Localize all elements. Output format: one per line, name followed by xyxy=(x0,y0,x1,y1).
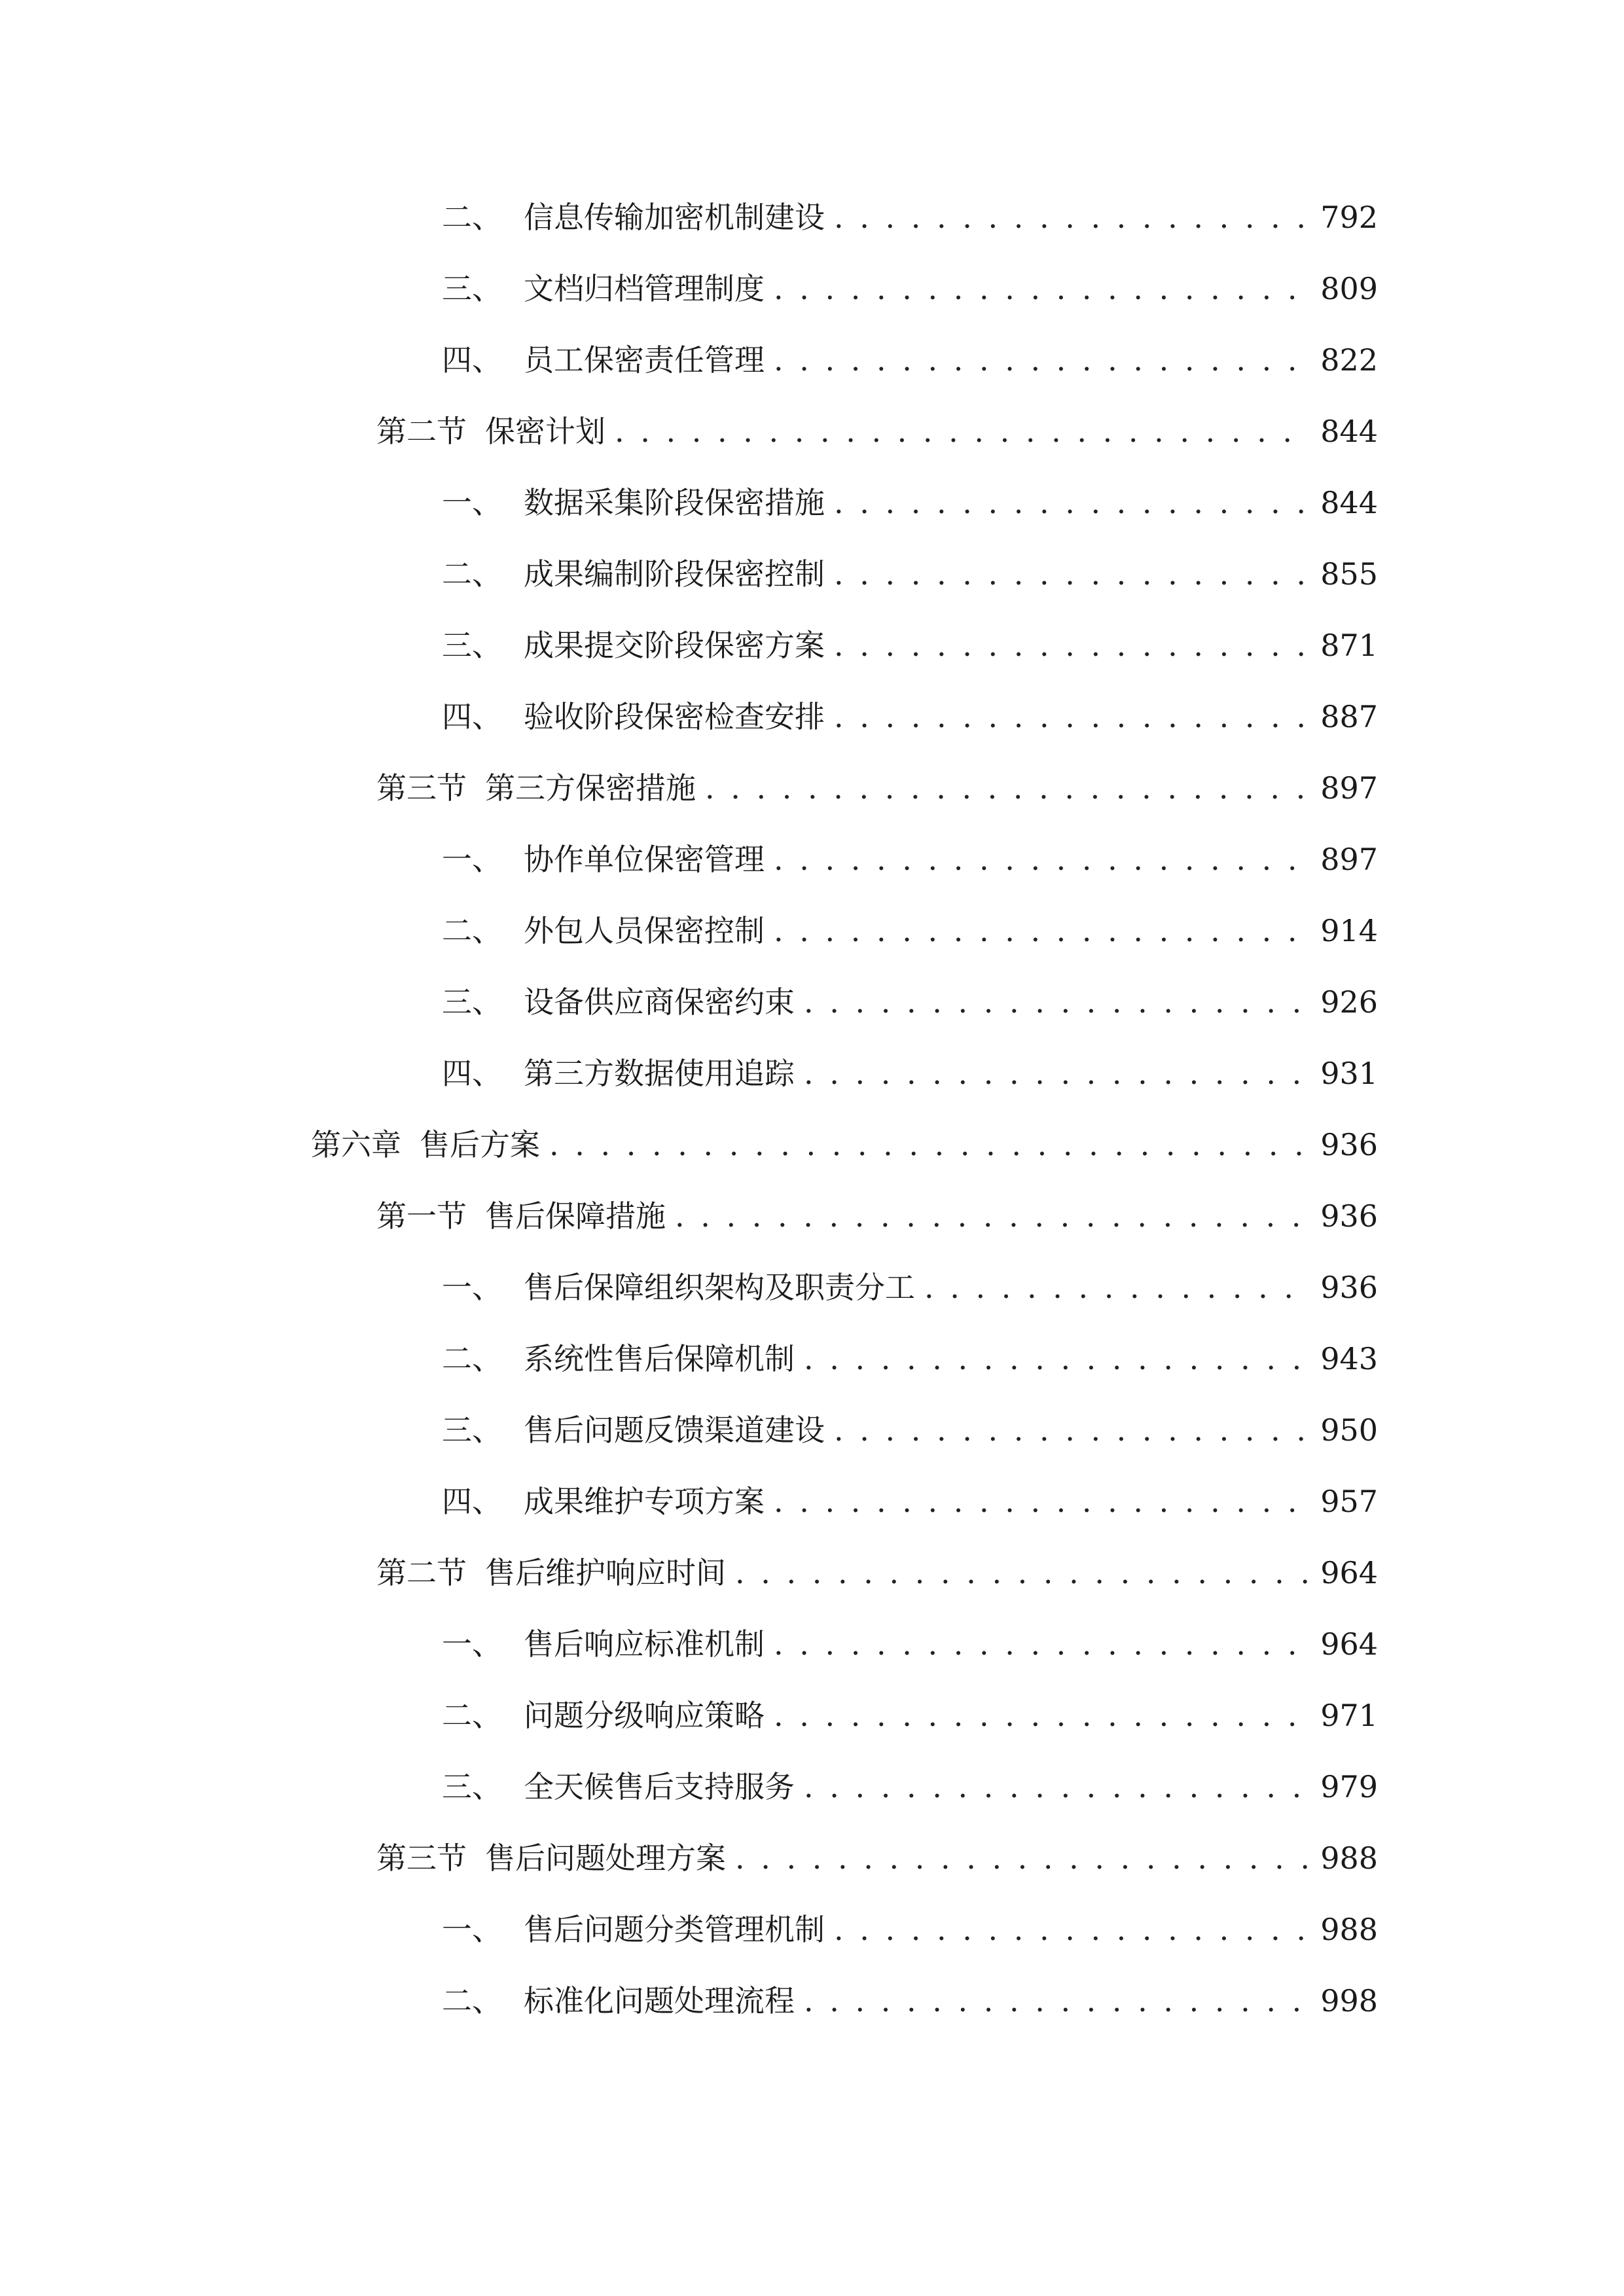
dot-leader xyxy=(549,1119,1310,1171)
dot-leader xyxy=(675,1190,1310,1242)
toc-entry-number: 一、 xyxy=(442,1626,502,1662)
toc-section-title: 售后维护响应时间 xyxy=(485,1555,726,1590)
toc-entry-page: 809 xyxy=(1320,271,1378,306)
dot-leader xyxy=(804,1761,1310,1813)
dot-leader xyxy=(804,1047,1310,1100)
toc-section[interactable] xyxy=(376,1190,1378,1242)
toc-entry-number: 一、 xyxy=(442,1912,502,1947)
toc-entry-page: 926 xyxy=(1320,984,1378,1020)
toc-section-number: 第一节 xyxy=(376,1198,467,1234)
toc-entry-title: 标准化问题处理流程 xyxy=(524,1983,795,2018)
toc-entry-title: 全天候售后支持服务 xyxy=(524,1769,795,1804)
toc-section[interactable] xyxy=(376,1832,1378,1884)
toc-entry-number: 二、 xyxy=(442,1341,502,1376)
toc-entry-page: 998 xyxy=(1320,1983,1378,2018)
dot-leader xyxy=(834,548,1310,600)
toc-entry-number: 二、 xyxy=(442,200,502,235)
toc-entry[interactable] xyxy=(442,334,1378,386)
toc-entry-number: 二、 xyxy=(442,556,502,592)
toc-entry-page: 943 xyxy=(1320,1341,1378,1376)
toc-section-number: 第二节 xyxy=(376,1555,467,1590)
toc-entry-number: 一、 xyxy=(442,1270,502,1305)
toc-entry-title: 问题分级响应策略 xyxy=(524,1698,765,1733)
toc-chapter[interactable] xyxy=(311,1119,1378,1171)
toc-section[interactable] xyxy=(376,1547,1378,1599)
toc-entry-page: 957 xyxy=(1320,1484,1378,1519)
dot-leader xyxy=(804,1333,1310,1385)
dot-leader xyxy=(705,762,1310,814)
toc-entry-number: 三、 xyxy=(442,1769,502,1804)
toc-entry-number: 三、 xyxy=(442,271,502,306)
toc-entry-number: 四、 xyxy=(442,1056,502,1091)
dot-leader xyxy=(804,1975,1310,2027)
dot-leader xyxy=(774,334,1310,386)
dot-leader xyxy=(924,1261,1310,1314)
toc-entry-title: 信息传输加密机制建设 xyxy=(524,200,825,235)
toc-entry-number: 一、 xyxy=(442,485,502,520)
dot-leader xyxy=(834,191,1310,243)
toc-entry-title: 协作单位保密管理 xyxy=(524,842,765,877)
toc-entry-page: 979 xyxy=(1320,1769,1378,1804)
dot-leader xyxy=(834,1404,1310,1456)
toc-entry-title: 售后保障组织架构及职责分工 xyxy=(524,1270,915,1305)
toc-entry-title: 第三方数据使用追踪 xyxy=(524,1056,795,1091)
toc-entry-number: 二、 xyxy=(442,1698,502,1733)
dot-leader xyxy=(735,1547,1310,1599)
toc-entry[interactable] xyxy=(442,1261,1378,1314)
toc-entry-number: 四、 xyxy=(442,699,502,734)
toc-entry[interactable] xyxy=(442,976,1378,1028)
toc-entry-page: 844 xyxy=(1320,485,1378,520)
toc-entry-page: 971 xyxy=(1320,1698,1378,1733)
toc-entry-title: 外包人员保密控制 xyxy=(524,913,765,948)
toc-entry-number: 四、 xyxy=(442,1484,502,1519)
dot-leader xyxy=(774,1689,1310,1742)
toc-entry[interactable] xyxy=(442,1047,1378,1100)
dot-leader xyxy=(615,405,1310,457)
toc-entry[interactable] xyxy=(442,833,1378,886)
toc-section-number: 第三节 xyxy=(376,770,467,806)
toc-chapter-page: 936 xyxy=(1320,1127,1378,1162)
toc-entry[interactable] xyxy=(442,1903,1378,1956)
toc-entry[interactable] xyxy=(442,476,1378,529)
dot-leader xyxy=(774,833,1310,886)
toc-entry[interactable] xyxy=(442,691,1378,743)
toc-entry[interactable] xyxy=(442,548,1378,600)
toc-entry-number: 二、 xyxy=(442,913,502,948)
dot-leader xyxy=(834,619,1310,672)
toc-entry-page: 914 xyxy=(1320,913,1378,948)
toc-entry-page: 964 xyxy=(1320,1626,1378,1662)
toc-entry-number: 三、 xyxy=(442,1412,502,1448)
toc-entry[interactable] xyxy=(442,1975,1378,2027)
toc-section-number: 第二节 xyxy=(376,414,467,449)
toc-entry-page: 792 xyxy=(1320,200,1378,235)
toc-entry-page: 950 xyxy=(1320,1412,1378,1448)
toc-entry[interactable] xyxy=(442,262,1378,315)
toc-entry-page: 887 xyxy=(1320,699,1378,734)
toc-entry-number: 四、 xyxy=(442,342,502,378)
toc-entry-page: 931 xyxy=(1320,1056,1378,1091)
toc-entry-title: 成果提交阶段保密方案 xyxy=(524,628,825,663)
toc-section-page: 897 xyxy=(1320,770,1378,806)
toc-entry-title: 成果编制阶段保密控制 xyxy=(524,556,825,592)
toc-entry-title: 设备供应商保密约束 xyxy=(524,984,795,1020)
toc-section-title: 售后保障措施 xyxy=(485,1198,666,1234)
toc-section-page: 844 xyxy=(1320,414,1378,449)
dot-leader xyxy=(834,691,1310,743)
dot-leader xyxy=(774,905,1310,957)
dot-leader xyxy=(834,1903,1310,1956)
toc-entry-number: 三、 xyxy=(442,984,502,1020)
dot-leader xyxy=(804,976,1310,1028)
toc-entry[interactable] xyxy=(442,1404,1378,1456)
toc-chapter-number: 第六章 xyxy=(311,1127,401,1162)
dot-leader xyxy=(774,1618,1310,1670)
toc-section-page: 936 xyxy=(1320,1198,1378,1234)
toc-entry-title: 成果维护专项方案 xyxy=(524,1484,765,1519)
toc-entry[interactable] xyxy=(442,1761,1378,1813)
toc-entry[interactable] xyxy=(442,1475,1378,1528)
toc-entry[interactable] xyxy=(442,1689,1378,1742)
toc-entry-title: 文档归档管理制度 xyxy=(524,271,765,306)
toc-section-number: 第三节 xyxy=(376,1840,467,1876)
toc-entry-title: 系统性售后保障机制 xyxy=(524,1341,795,1376)
toc-entry-title: 售后问题分类管理机制 xyxy=(524,1912,825,1947)
toc-entry[interactable] xyxy=(442,905,1378,957)
dot-leader xyxy=(834,476,1310,529)
dot-leader xyxy=(774,1475,1310,1528)
toc-entry-title: 员工保密责任管理 xyxy=(524,342,765,378)
toc-entry-page: 936 xyxy=(1320,1270,1378,1305)
toc-entry[interactable] xyxy=(442,1618,1378,1670)
toc-entry-page: 897 xyxy=(1320,842,1378,877)
toc-entry[interactable] xyxy=(442,1333,1378,1385)
dot-leader xyxy=(735,1832,1310,1884)
toc-section-page: 964 xyxy=(1320,1555,1378,1590)
toc-section-title: 售后问题处理方案 xyxy=(485,1840,726,1876)
toc-section-page: 988 xyxy=(1320,1840,1378,1876)
toc-entry-page: 822 xyxy=(1320,342,1378,378)
toc-entry-page: 988 xyxy=(1320,1912,1378,1947)
toc-entry-number: 一、 xyxy=(442,842,502,877)
toc-entry-number: 三、 xyxy=(442,628,502,663)
toc-entry-title: 售后响应标准机制 xyxy=(524,1626,765,1662)
toc-entry-page: 871 xyxy=(1320,628,1378,663)
toc-chapter-title: 售后方案 xyxy=(420,1127,540,1162)
toc-entry-title: 验收阶段保密检查安排 xyxy=(524,699,825,734)
toc-entry[interactable] xyxy=(442,619,1378,672)
toc-entry-page: 855 xyxy=(1320,556,1378,592)
toc-entry-title: 售后问题反馈渠道建设 xyxy=(524,1412,825,1448)
toc-section[interactable] xyxy=(376,405,1378,457)
toc-section[interactable] xyxy=(376,762,1378,814)
toc-entry-number: 二、 xyxy=(442,1983,502,2018)
dot-leader xyxy=(774,262,1310,315)
toc-section-title: 保密计划 xyxy=(485,414,605,449)
toc-section-title: 第三方保密措施 xyxy=(485,770,696,806)
toc-entry[interactable] xyxy=(442,191,1378,243)
toc-entry-title: 数据采集阶段保密措施 xyxy=(524,485,825,520)
